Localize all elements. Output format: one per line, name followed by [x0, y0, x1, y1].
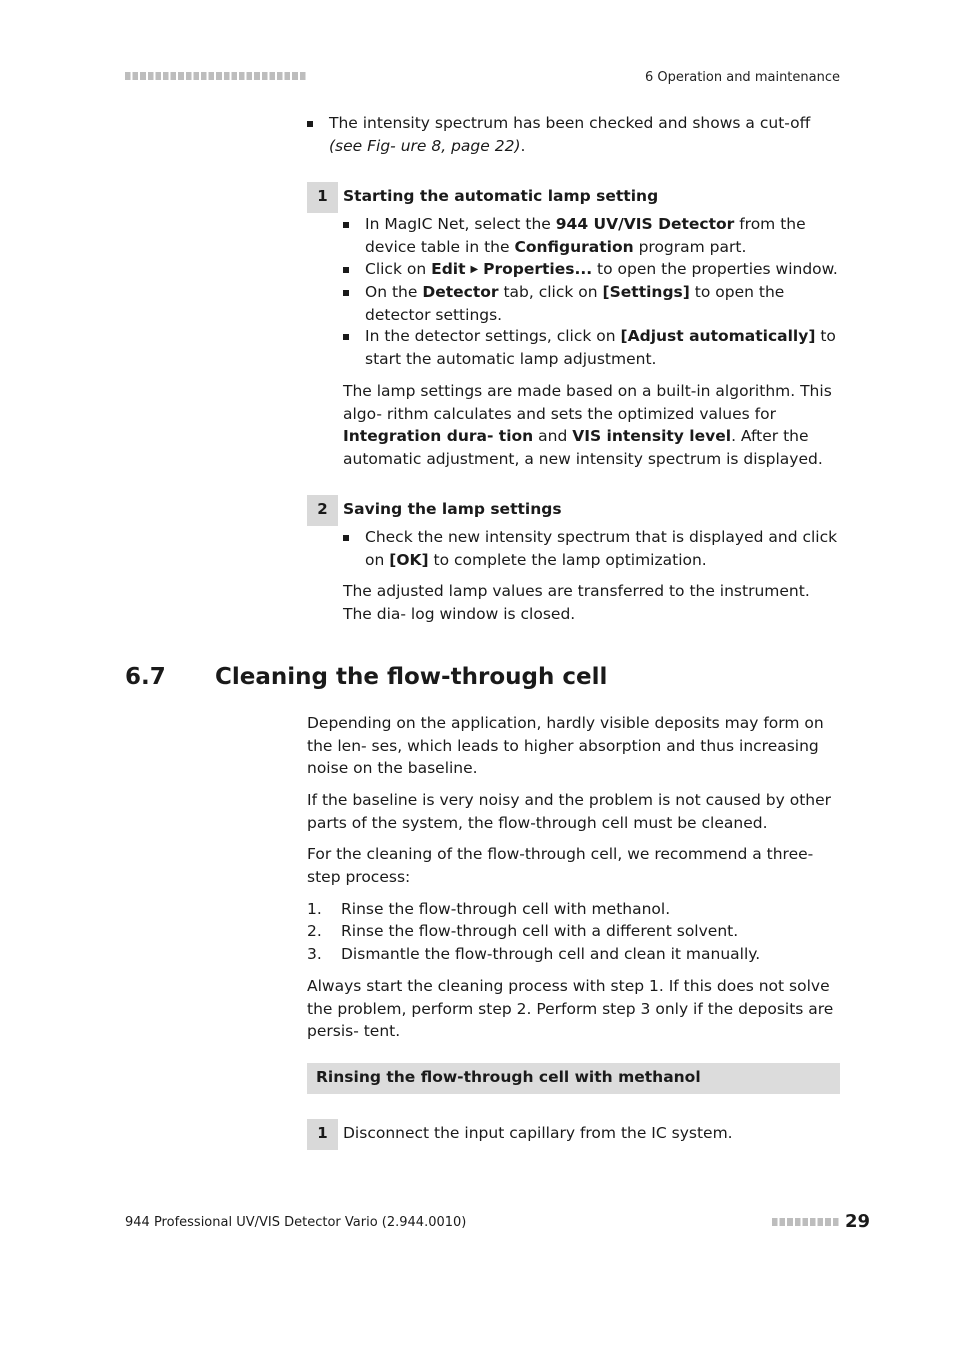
list-item: Dismantle the flow-through cell and clean it manually. [341, 945, 761, 963]
keyword: Integration dura- tion [343, 427, 534, 445]
header-decoration [125, 72, 307, 80]
section-paragraph-1: Depending on the application, hardly visible deposits may form on the len- ses, which leads to higher absorption and thus increasing noise on the baseline. [307, 714, 824, 777]
keyword: Configuration [514, 237, 634, 256]
list-number: 2. [307, 922, 322, 940]
text: to open the detector settings. [365, 283, 785, 324]
bullet-marker [343, 334, 349, 340]
keyword: Properties... [483, 260, 593, 278]
running-header-chapter: 6 Operation and maintenance [645, 70, 840, 85]
bullet-marker [343, 222, 349, 228]
keyword: Detector [422, 283, 499, 301]
text: In the detector settings, click on [365, 327, 621, 345]
keyword: [Settings] [602, 283, 690, 301]
intro-bullet-end: . [520, 136, 526, 155]
text: On the [365, 283, 423, 301]
keyword: [OK] [389, 550, 429, 569]
intro-bullet-text [329, 112, 841, 157]
text: to start the automatic lamp adjustment. [365, 327, 836, 368]
keyword: Edit [431, 260, 466, 278]
step1-bullet-2 [365, 258, 843, 282]
step-number-box: 2 [307, 495, 338, 526]
text: to complete the lamp optimization. [428, 550, 707, 569]
bullet-marker [343, 535, 349, 541]
step-title: Saving the lamp settings [343, 500, 562, 518]
list-item: Rinse the flow-through cell with a different solvent. [341, 922, 739, 940]
text: The lamp settings are made based on a built-in algorithm. This algo- rithm calculates and sets the optimized values for [343, 382, 832, 423]
step1-bullet-4 [365, 325, 843, 370]
text: program part. [633, 237, 747, 256]
step-number-box: 1 [307, 1119, 338, 1150]
text: tab, click on [498, 283, 603, 301]
bullet-marker [343, 267, 349, 273]
step1-bullet-1 [365, 213, 843, 258]
list-number: 3. [307, 945, 322, 963]
section-paragraph-2: If the baseline is very noisy and the problem is not caused by other parts of the system, the flow-through cell must be cleaned. [307, 791, 832, 832]
subsection-title: Rinsing the flow-through cell with methanol [316, 1068, 701, 1086]
text: to open the properties window. [592, 260, 838, 278]
footer-product: 944 Professional UV/VIS Detector Vario (2.944.0010) [125, 1215, 467, 1230]
footer-decoration [772, 1218, 839, 1226]
step2-paragraph: The adjusted lamp values are transferred to the instrument. The dia- log window is closed. [343, 582, 810, 623]
keyword: VIS intensity level [572, 427, 732, 445]
text: In MagIC Net, select the [365, 215, 556, 233]
bullet-marker [307, 121, 313, 127]
text: and [533, 427, 573, 445]
keyword: [Adjust automatically] [620, 327, 816, 345]
page-number: 29 [845, 1211, 871, 1232]
text: . After the automatic adjustment, a new intensity spectrum is displayed. [343, 427, 823, 468]
intro-bullet-body: The intensity spectrum has been checked and shows a cut-off [329, 114, 811, 132]
list-item: Rinse the flow-through cell with methanol. [341, 900, 671, 918]
step1-paragraph [343, 380, 841, 470]
list-number: 1. [307, 900, 322, 918]
menu-arrow-icon: ▶ [470, 264, 479, 275]
text: Check the new intensity spectrum that is displayed and click on [365, 528, 838, 569]
bullet-marker [343, 290, 349, 296]
step2-bullet-1 [365, 526, 843, 571]
text: Click on [365, 260, 432, 278]
step-number-box: 1 [307, 182, 338, 213]
figure-reference[interactable]: (see Fig- ure 8, page 22) [329, 136, 521, 155]
section-paragraph-3: For the cleaning of the flow-through cell, we recommend a three-step process: [307, 845, 814, 886]
section-number: 6.7 [125, 664, 166, 690]
subsection-step-text: Disconnect the input capillary from the IC system. [343, 1124, 733, 1142]
section-title: Cleaning the flow-through cell [215, 664, 608, 690]
keyword: 944 UV/VIS Detector [555, 215, 735, 233]
text: from the device table in the [365, 215, 806, 256]
step1-bullet-3 [365, 281, 843, 326]
step-title: Starting the automatic lamp setting [343, 187, 659, 205]
section-paragraph-4: Always start the cleaning process with step 1. If this does not solve the problem, perform step 2. Perform step 3 only if the deposits are persis- tent. [307, 977, 834, 1040]
